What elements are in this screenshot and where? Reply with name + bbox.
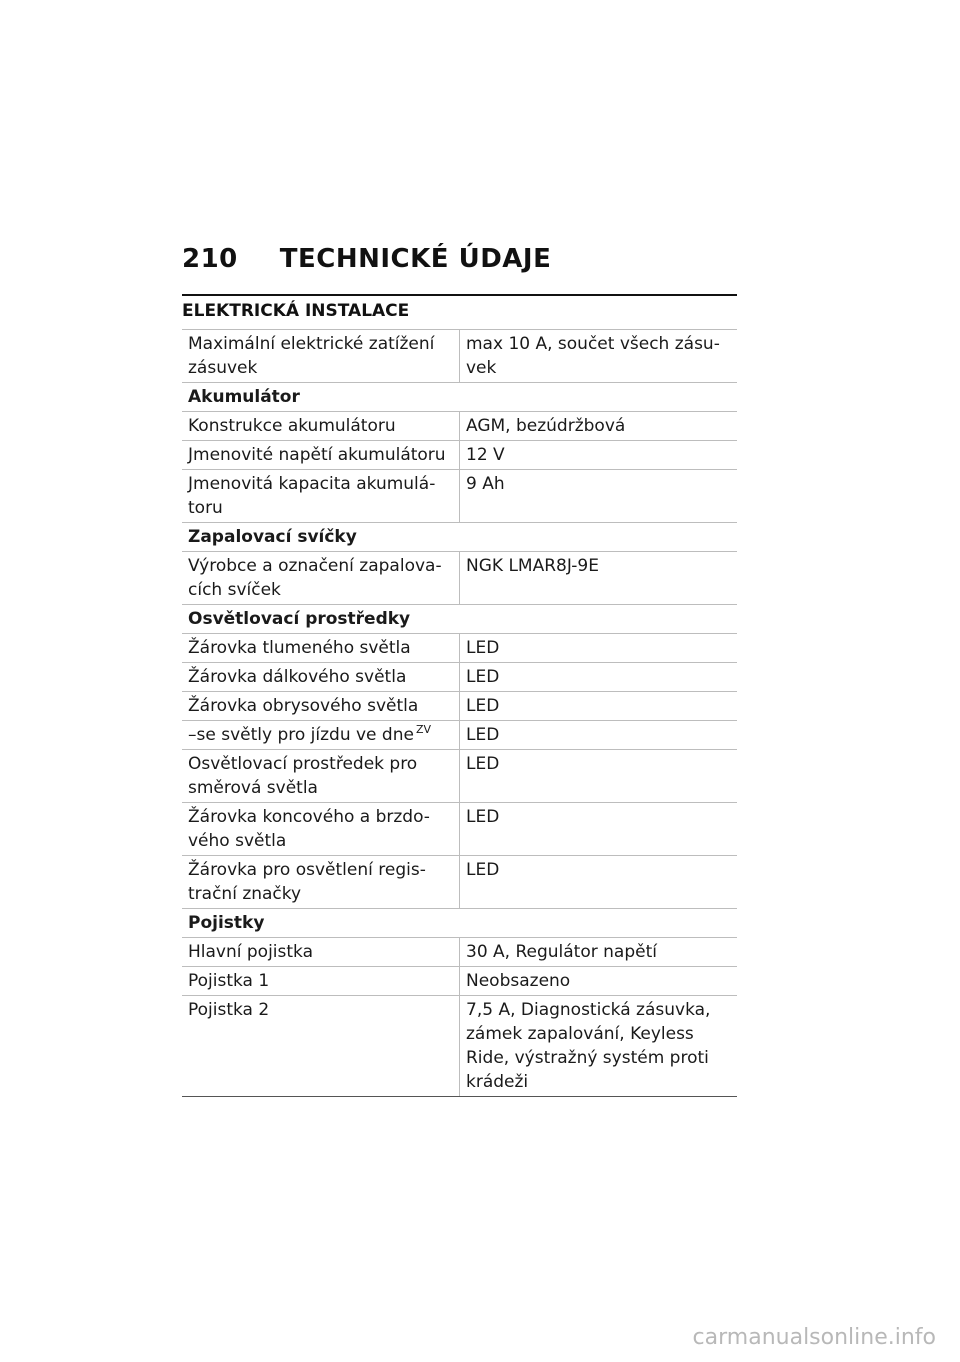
row-value: LED [460,750,738,803]
table-row [182,996,737,1097]
row-label: Pojistka 2 [182,996,460,1097]
row-value: LED [460,856,738,909]
row-label: Žárovka koncového a brzdo-vého světla [182,803,460,856]
table-row [182,470,737,523]
row-label: Maximální elektrické zatížení zásuvek [182,330,460,383]
table-row [182,634,737,663]
row-label: Osvětlovací prostředek pro směrová světla [182,750,460,803]
row-value: 30 A, Regulátor napětí [460,938,738,967]
row-label: Žárovka pro osvětlení regis-trační značky [182,856,460,909]
table-row [182,663,737,692]
table-row [182,692,737,721]
row-value: Neobsazeno [460,967,738,996]
row-label: Hlavní pojistka [182,938,460,967]
table-row [182,803,737,856]
group-title: Zapalovací svíčky [182,523,737,552]
group-row-osvetlovaci-prostredky [182,605,737,634]
row-value: NGK LMAR8J-9E [460,552,738,605]
group-row-zapalovaci-svicky [182,523,737,552]
group-title: Akumulátor [182,383,737,412]
table-row [182,856,737,909]
table-row [182,938,737,967]
table-row [182,967,737,996]
row-value: LED [460,803,738,856]
row-label: Výrobce a označení zapalova-cích svíček [182,552,460,605]
spec-table [182,329,737,1097]
table-row [182,721,737,750]
table-row [182,330,737,383]
row-label: Jmenovitá kapacita akumulá-toru [182,470,460,523]
group-title: Osvětlovací prostředky [182,605,737,634]
page-header [182,244,737,274]
section-title: ELEKTRICKÁ INSTALACE [182,294,737,321]
row-value: LED [460,692,738,721]
row-label: Jmenovité napětí akumulátoru [182,441,460,470]
row-label: Žárovka obrysového světla [182,692,460,721]
table-row [182,412,737,441]
row-value: LED [460,634,738,663]
row-value: max 10 A, součet všech zásu-vek [460,330,738,383]
row-label: Žárovka tlumeného světla [182,634,460,663]
row-value: LED [460,663,738,692]
row-label: Konstrukce akumulátoru [182,412,460,441]
row-value: 9 Ah [460,470,738,523]
row-value: 12 V [460,441,738,470]
chapter-title: TECHNICKÉ ÚDAJE [279,244,552,274]
group-title: Pojistky [182,909,737,938]
row-value: LED [460,721,738,750]
row-label-with-note [182,721,460,750]
table-row [182,552,737,605]
row-label: Žárovka dálkového světla [182,663,460,692]
page-number: 210 [182,244,238,274]
group-row-pojistky [182,909,737,938]
table-row [182,441,737,470]
table-row [182,750,737,803]
watermark: carmanualsonline.info [692,1325,936,1350]
row-value: AGM, bezúdržbová [460,412,738,441]
row-label: Pojistka 1 [182,967,460,996]
footnote-marker: ZV [415,723,432,736]
group-row-akumulator [182,383,737,412]
row-value: 7,5 A, Diagnostická zásuvka, zámek zapalování, Keyless Ride, výstražný systém proti krádeži [460,996,738,1097]
row-label-text: –se světly pro jízdu ve dne [188,725,414,745]
